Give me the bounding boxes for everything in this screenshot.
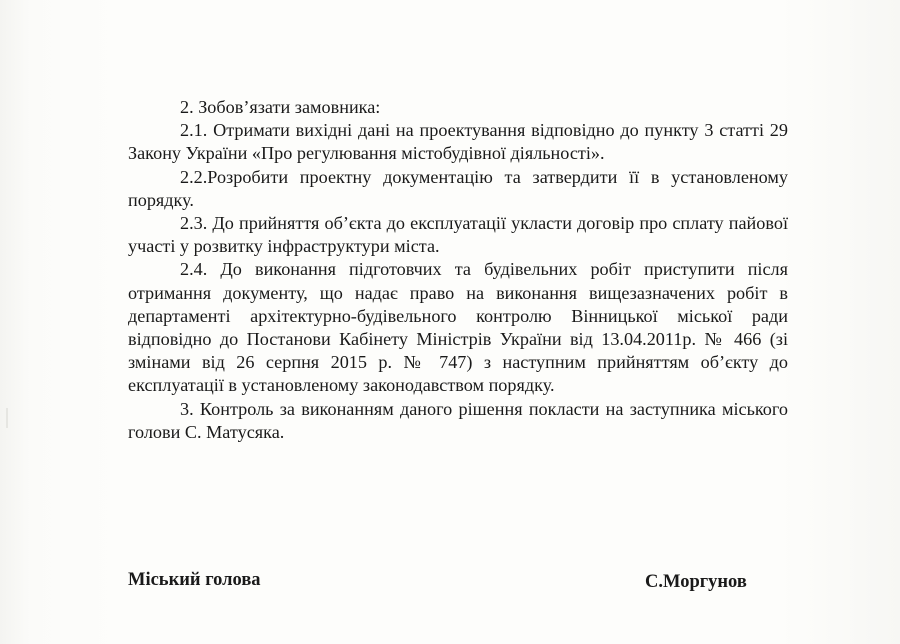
paragraph-obligations-heading: 2. Зобов’язати замовника: xyxy=(180,97,381,117)
decision-body xyxy=(128,96,788,444)
paragraph-2-2: 2.2.Розробити проектну документацію та затвердити її в установленому порядку. xyxy=(128,166,788,210)
paragraph-2-3: 2.3. До прийняття об’єкта до експлуатації укласти договір про сплату пайової участі у розвитку інфраструктури міста. xyxy=(128,213,788,257)
signatory-position: Міський голова xyxy=(128,570,261,590)
paragraph-2-4: 2.4. До виконання підготовчих та будівельних робіт приступити після отримання документу, що надає право на виконання вищезазначених робіт в департаменті архітектурно-будівельного контролю Вінницької міської ради відповідно до Постанови Кабінету Міністрів України від 13.04.2011р. № 466 (зі змінами від 26 серпня 2015 р. № 747) з наступним прийняттям об’єкту до експлуатації в установленому законодавством порядку. xyxy=(128,259,788,396)
signatory-name: С.Моргунов xyxy=(645,572,747,592)
paragraph-3: 3. Контроль за виконанням даного рішення покласти на заступника міського голови С. Матусяка. xyxy=(128,398,788,442)
paragraph-2-1: 2.1. Отримати вихідні дані на проектування відповідно до пункту 3 статті 29 Закону України «Про регулювання містобудівної діяльності». xyxy=(128,120,788,164)
scan-artifact xyxy=(6,408,8,428)
